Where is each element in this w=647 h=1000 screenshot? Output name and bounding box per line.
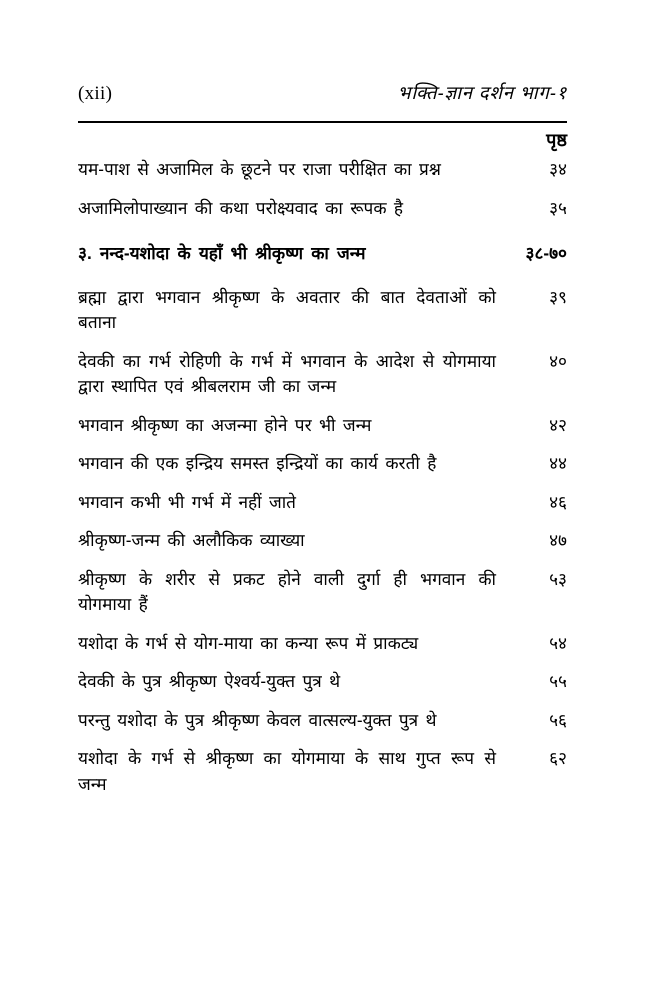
- toc-entry-page-number: ५५: [549, 671, 567, 691]
- toc-entry-page-number: ५४: [549, 632, 567, 653]
- toc-entry-page-number: ६२: [549, 748, 567, 768]
- toc-entry-row[interactable]: [78, 669, 567, 695]
- toc-entry-page-number: ४६: [549, 491, 567, 512]
- toc-entry-page-number: ४०: [549, 350, 567, 371]
- toc-entry-page-number: ३८-७०: [525, 243, 567, 263]
- toc-entry-page-number: ४७: [549, 530, 567, 550]
- toc-entry-page-number: ३९: [549, 286, 567, 307]
- page-column-label: पृष्ठ: [546, 130, 567, 150]
- toc-entry-title: भगवान की एक इन्द्रिय समस्त इन्द्रियों का कार्य करती है: [78, 453, 437, 473]
- toc-entry-row[interactable]: [78, 490, 567, 516]
- toc-entry-title: श्रीकृष्ण के शरीर से प्रकट होने वाली दुर्गा ही भगवान की योगमाया हैं: [78, 568, 496, 614]
- page-folio: (xii): [78, 83, 113, 104]
- toc-entry-title: भगवान कभी भी गर्भ में नहीं जाते: [78, 491, 296, 512]
- toc-entry-row[interactable]: [78, 285, 567, 336]
- toc-entry-title: परन्तु यशोदा के पुत्र श्रीकृष्ण केवल वात्सल्य-युक्त पुत्र थे: [78, 709, 437, 730]
- page-column-header: [78, 128, 567, 152]
- toc-entry-row[interactable]: [78, 413, 567, 439]
- toc-entry-page-number: ४४: [549, 453, 567, 473]
- toc-entry-title: यशोदा के गर्भ से श्रीकृष्ण का योगमाया के साथ गुप्त रूप से जन्म: [78, 748, 496, 794]
- book-title: भक्ति-ज्ञान दर्शन भाग-१: [397, 82, 567, 103]
- toc-entry-page-number: ४२: [549, 414, 567, 435]
- toc-entry-row[interactable]: [78, 349, 567, 400]
- toc-entry-row[interactable]: [78, 567, 567, 618]
- toc-entry-row[interactable]: [78, 708, 567, 734]
- table-of-contents-list: [78, 157, 567, 810]
- toc-entry-title: यशोदा के गर्भ से योग-माया का कन्या रूप में प्राकट्य: [78, 632, 419, 653]
- toc-chapter-row[interactable]: [78, 241, 567, 267]
- toc-entry-title: अजामिलोपाख्यान की कथा परोक्ष्यवाद का रूपक है: [78, 197, 404, 218]
- toc-entry-title: ३. नन्द-यशोदा के यहाँ भी श्रीकृष्ण का जन्म: [78, 243, 366, 263]
- toc-entry-title: यम-पाश से अजामिल के छूटने पर राजा परीक्षित का प्रश्न: [78, 159, 441, 179]
- toc-entry-title: देवकी का गर्भ रोहिणी के गर्भ में भगवान के आदेश से योगमाया द्वारा स्थापित एवं श्रीबलराम जी का जन्म: [78, 350, 496, 396]
- toc-entry-row[interactable]: [78, 157, 567, 183]
- running-header: [78, 80, 567, 105]
- toc-entry-page-number: ५६: [549, 709, 567, 730]
- toc-entry-page-number: ३४: [549, 159, 567, 179]
- toc-entry-row[interactable]: [78, 746, 567, 797]
- toc-entry-row[interactable]: [78, 451, 567, 477]
- toc-entry-title: देवकी के पुत्र श्रीकृष्ण ऐश्वर्य-युक्त पुत्र थे: [78, 671, 341, 691]
- toc-entry-row[interactable]: [78, 631, 567, 657]
- toc-entry-page-number: ५३: [549, 568, 567, 589]
- toc-entry-title: ब्रह्मा द्वारा भगवान श्रीकृष्ण के अवतार की बात देवताओं को बताना: [78, 286, 496, 332]
- header-divider-rule: [78, 121, 567, 123]
- toc-entry-row[interactable]: [78, 196, 567, 222]
- toc-entry-title: भगवान श्रीकृष्ण का अजन्मा होने पर भी जन्म: [78, 414, 372, 435]
- toc-entry-title: श्रीकृष्ण-जन्म की अलौकिक व्याख्या: [78, 530, 305, 550]
- toc-entry-page-number: ३५: [549, 197, 567, 218]
- toc-entry-row[interactable]: [78, 528, 567, 554]
